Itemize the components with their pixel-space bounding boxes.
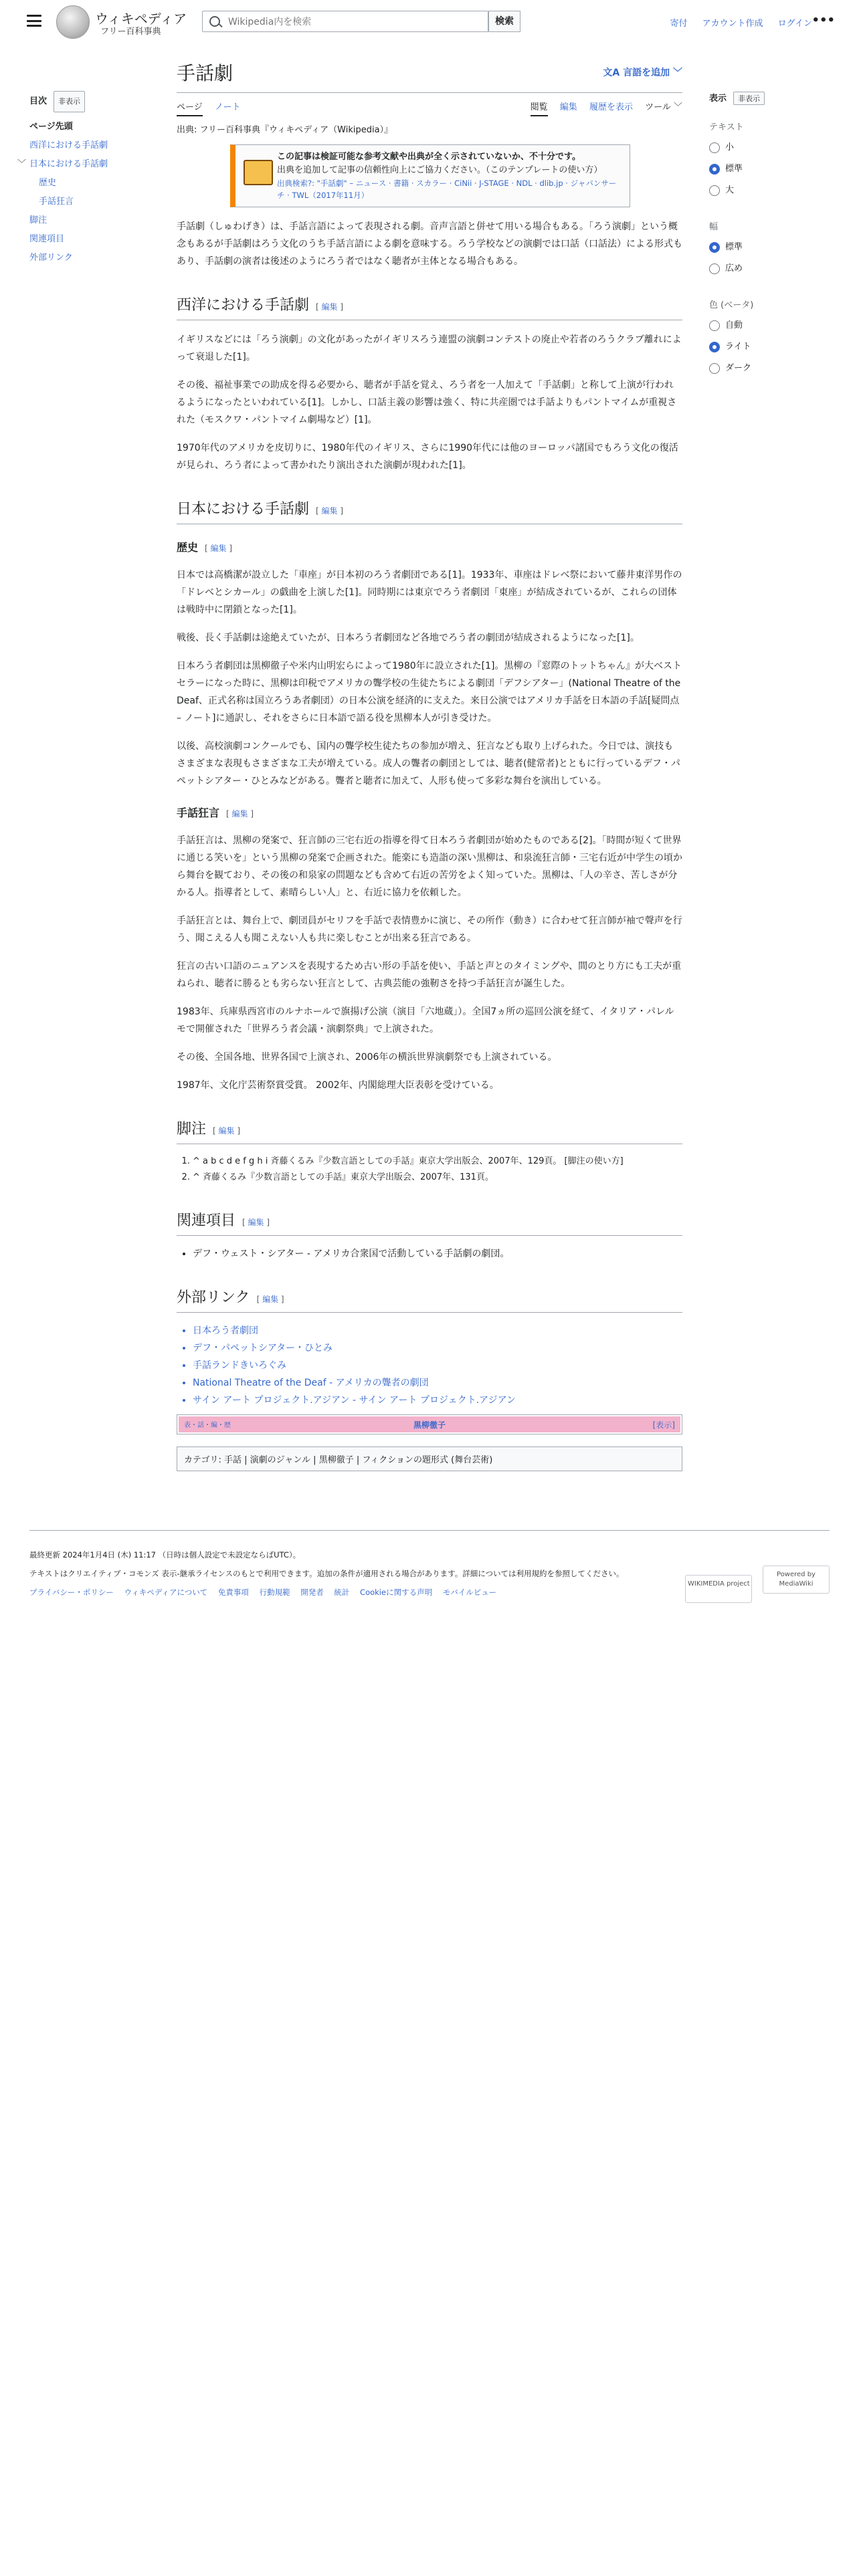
footer-link[interactable]: 行動規範: [259, 1588, 290, 1597]
footer-link[interactable]: Cookieに関する声明: [360, 1588, 433, 1597]
mediawiki-badge[interactable]: Powered by MediaWiki: [763, 1566, 830, 1594]
color-label: 色 (ベータ): [709, 300, 754, 310]
notice-line: この記事は検証可能な参考文献や出典が全く示されていないか、不十分です。: [277, 152, 581, 162]
toc-heading: 目次 非表示: [29, 91, 163, 112]
edit-section-link[interactable]: [ 編集 ]: [205, 544, 233, 553]
edit-section-link[interactable]: [ 編集 ]: [213, 1126, 241, 1136]
notice-line: 出典を追加して記事の信頼性向上にご協力ください。（このテンプレートの使い方）: [277, 165, 603, 175]
toc-item[interactable]: 関連項目: [29, 234, 65, 244]
search-input[interactable]: [227, 14, 484, 30]
toc-item[interactable]: 西洋における手話劇: [29, 140, 108, 150]
tab-edit[interactable]: 編集: [559, 102, 577, 112]
text-size-small-radio[interactable]: 小: [709, 142, 830, 154]
toc-item[interactable]: 脚注: [29, 215, 47, 225]
edit-section-link[interactable]: [ 編集 ]: [226, 809, 254, 819]
search-box: [202, 11, 488, 32]
site-header: [0, 0, 859, 44]
text-size-label: テキスト: [709, 122, 744, 132]
page-title: 手話劇: [177, 62, 233, 84]
donate-link[interactable]: 寄付: [670, 19, 688, 29]
toc-item[interactable]: ﹀ 日本における手話劇: [29, 155, 163, 174]
section-heading: 西洋における手話劇 [ 編集 ]: [177, 296, 682, 320]
edit-section-link[interactable]: [ 編集 ]: [242, 1218, 270, 1227]
book-icon: [244, 160, 273, 185]
paragraph: 手話狂言は、黒柳の発案で、狂言師の三宅右近の指導を得て日本ろう者劇団が始めたものである[2]。「時間が短くて世界に通じる笑いを」という黒柳の発案で企画された。能楽にも造詣の深い黒柳は、和泉流狂言師・三宅右近が中学生の頃から舞台を観ており、その後の和泉家の問題なども含めて右近の苦労をよく知っていた。黒柳は、「人の辛さ、苦しさが分かる人。指導者として、素晴らしい人」と、右近に協力を依頼した。: [177, 835, 682, 898]
section-heading: 外部リンク [ 編集 ]: [177, 1288, 682, 1313]
intro-paragraph: 手話劇（しゅわげき）は、手話言語によって表現される劇。音声言語と併せて用いる場合もある。「ろう演劇」という概念もあるが手話劇はろう文化のうち手話言語による劇を意味する。ろう学校などの演劇では口話（口話法）による形式もあり、手話劇の演者は後述のようにろう者ではなく聴者が主体となる場合もある。: [177, 221, 682, 267]
footer-link[interactable]: ウィキペディアについて: [124, 1588, 208, 1597]
reference-list: [177, 1154, 682, 1186]
paragraph: 戦後、長く手話劇は途絶えていたが、日本ろう者劇団など各地でろう者の劇団が結成されるようになった[1]。: [177, 633, 640, 643]
appearance-hide-button[interactable]: 非表示: [733, 92, 765, 105]
edit-section-link[interactable]: [ 編集 ]: [316, 506, 344, 516]
text-size-standard-radio[interactable]: 標準: [709, 163, 830, 175]
tab-history[interactable]: 履歴を表示: [589, 102, 633, 112]
footer-link[interactable]: モバイルビュー: [442, 1588, 497, 1597]
personal-tools: [658, 16, 812, 29]
toc-item[interactable]: 歴史: [39, 178, 57, 188]
more-options-icon[interactable]: •••: [812, 13, 835, 27]
external-link[interactable]: • 手話ランドきいろぐみ: [193, 1357, 682, 1374]
reference-item: 2. ^ 斉藤くるみ『少数言語としての手話』東京大学出版会、2007年、131頁。: [193, 1170, 682, 1186]
related-list: [177, 1245, 682, 1263]
paragraph: イギリスなどには「ろう演劇」の文化があったがイギリスろう連盟の演劇コンテストの廃止や若者のろうクラブ離れによって衰退した[1]。: [177, 334, 682, 362]
external-link[interactable]: • サイン アート プロジェクト.アジアン - サイン アート プロジェクト.アジアン: [193, 1392, 682, 1409]
color-light-radio[interactable]: ライト: [709, 341, 830, 353]
paragraph: 以後、高校演劇コンクールでも、国内の聾学校生徒たちの参加が増え、狂言なども取り上げられた。今日では、演技もさまざまな表現もさまざまな工夫が増えている。成人の聾者の劇団としては、聴者(健常者)とともに行っているデフ・パペットシアター・ひとみなどがある。聾者と聴者に加えて、人形も使って多彩な舞台を演出している。: [177, 741, 680, 786]
width-standard-radio[interactable]: 標準: [709, 241, 830, 253]
width-label: 幅: [709, 222, 719, 232]
site-subtitle: フリー百科事典: [100, 27, 161, 37]
create-account-link[interactable]: アカウント作成: [702, 19, 763, 29]
subsection-heading: 歴史 [ 編集 ]: [177, 541, 233, 554]
login-link[interactable]: ログイン: [777, 19, 812, 29]
paragraph: 日本では高橋潔が設立した「車座」が日本初のろう者劇団である[1]。1933年、車座はドレベ祭において藤井東洋男作の「ドレベとシカール」の戯曲を上演した[1]。同時期には東京でろう者劇団「東座」が結成されているが、これらの団体は戦時中に閉鎖となった[1]。: [177, 570, 682, 615]
subsection-heading: 手話狂言 [ 編集 ]: [177, 807, 254, 819]
appearance-heading: 表示 非表示: [709, 91, 830, 105]
page-footer: [29, 1530, 830, 1602]
page-source-line: 出典: フリー百科事典『ウィキペディア（Wikipedia）』: [177, 125, 393, 135]
external-links-list: [177, 1322, 682, 1409]
wikimedia-badge[interactable]: WIKIMEDIA project: [685, 1575, 752, 1603]
edit-section-link[interactable]: [ 編集 ]: [316, 302, 344, 312]
chevron-down-icon[interactable]: ﹀: [17, 159, 27, 169]
toc-hide-button[interactable]: 非表示: [54, 91, 85, 112]
color-dark-radio[interactable]: ダーク: [709, 362, 830, 374]
chevron-down-icon: ﹀: [673, 68, 682, 78]
list-item[interactable]: • デフ・ウェスト・シアター - アメリカ合衆国で活動している手話劇の劇団。: [193, 1245, 682, 1263]
main-menu-icon[interactable]: [27, 15, 41, 27]
navbox-header: [179, 1416, 680, 1432]
appearance-panel: [709, 91, 830, 374]
footer-link[interactable]: 免責事項: [217, 1588, 249, 1597]
article: [177, 62, 682, 1471]
search-button[interactable]: 検索: [488, 11, 520, 32]
section-heading: 脚注 [ 編集 ]: [177, 1119, 682, 1144]
paragraph: 日本ろう者劇団は黒柳徹子や米内山明宏らによって1980年に設立された[1]。黒柳の『窓際のトットちゃん』が大ベストセラーになった時に、黒柳は印税でアメリカの聾学校の生徒たちによる劇団「デフシアター」(National Theatre of the Deaf、正式名称は国立ろうあ者劇団）の日本公演を経済的に支えた。来日公演ではアメリカ手話を日本語の手話[疑問点 – ノート]に通訳し、それをさらに日本語で語る役を黒柳本人が引き受けた。: [177, 661, 682, 724]
tab-tools[interactable]: ツール ﹀: [645, 102, 682, 112]
add-language-button[interactable]: 文A 言語を追加 ﹀: [603, 68, 682, 78]
section-heading: 関連項目 [ 編集 ]: [177, 1211, 682, 1236]
navbox: [177, 1414, 682, 1434]
color-auto-radio[interactable]: 自動: [709, 320, 830, 332]
source-search-links[interactable]: 出典検索?: "手話劇" – ニュース · 書籍 · スカラー · CiNii · J-STAGE · NDL · dlib.jp · ジャパンサーチ · TWL（2017年11月）: [277, 179, 617, 200]
footer-badges: [677, 1566, 830, 1603]
maintenance-notice: [230, 144, 630, 207]
site-title[interactable]: ウィキペディア: [95, 11, 187, 27]
tab-page[interactable]: ページ: [177, 102, 203, 116]
footer-link[interactable]: 開発者: [300, 1588, 324, 1597]
tab-talk[interactable]: ノート: [214, 102, 241, 112]
external-link[interactable]: • デフ・パペットシアター・ひとみ: [193, 1339, 682, 1357]
navbox-show-button[interactable]: [表示]: [652, 1420, 675, 1430]
reference-item: 1. ^ a b c d e f g h i 斉藤くるみ『少数言語としての手話』東京大学出版会、2007年、129頁。 [脚注の使い方]: [193, 1154, 682, 1170]
external-link[interactable]: • National Theatre of the Deaf - アメリカの聾者の劇団: [193, 1374, 682, 1392]
translate-icon: 文A: [603, 68, 624, 78]
footer-link[interactable]: 統計: [334, 1588, 350, 1597]
license-text: テキストはクリエイティブ・コモンズ 表示-継承ライセンスのもとで利用できます。追加の条件が適用される場合があります。詳細については利用規約を参照してください。: [29, 1569, 624, 1578]
width-wide-radio[interactable]: 広め: [709, 263, 830, 275]
navbox-vte-links[interactable]: 表・話・編・歴: [184, 1422, 231, 1429]
navbox-title[interactable]: 黒柳徹子: [413, 1420, 446, 1430]
wikipedia-globe-logo[interactable]: [56, 5, 90, 39]
tab-read[interactable]: 閲覧: [531, 102, 548, 116]
search-icon: [209, 16, 220, 27]
page-tabs: [177, 92, 682, 113]
external-link[interactable]: • 日本ろう者劇団: [193, 1322, 682, 1339]
paragraph: その後、福祉事業での助成を得る必要から、聴者が手話を覚え、ろう者を一人加えて「手話劇」と称して上演が行われるようになったといわれている[1]。しかし、口話主義の影響は強く、特に共産圏では手話よりもパントマイムが重視された（モスクワ・パントマイム劇場など）[1]。: [177, 380, 677, 425]
toc-item[interactable]: 外部リンク: [29, 253, 73, 263]
text-size-large-radio[interactable]: 大: [709, 185, 830, 197]
edit-section-link[interactable]: [ 編集 ]: [256, 1295, 284, 1304]
last-updated: 最終更新 2024年1月4日 (木) 11:17 （日時は個人設定で未設定ならばUTC）。: [29, 1550, 301, 1560]
paragraph: 1970年代のアメリカを皮切りに、1980年代のイギリス、さらに1990年代には他のヨーロッパ諸国でもろう文化の復活が見られ、ろう者によって書かれたり演出された演劇が現われた[1]。: [177, 443, 678, 471]
table-of-contents: [17, 91, 163, 267]
paragraph: 1987年、文化庁芸術祭賞受賞。 2002年、内閣総理大臣表彰を受けている。: [177, 1080, 499, 1091]
section-heading: 日本における手話劇 [ 編集 ]: [177, 500, 682, 524]
paragraph: 手話狂言とは、舞台上で、劇団員がセリフを手話で表情豊かに演じ、その所作（動き）に合わせて狂言師が袖で聲声を行う、聞こえる人も聞こえない人も共に楽しむことが出来る狂言である。: [177, 916, 682, 944]
category-links[interactable]: カテゴリ: 手話 | 演劇のジャンル | 黒柳徹子 | フィクションの題形式 (舞台芸術): [177, 1446, 682, 1471]
paragraph: 1983年、兵庫県西宮市のルナホールで旗揚げ公演（演目「六地蔵」）。全国7ヵ所の巡回公演を経て、イタリア・パレルモで開催された「世界ろう者会議・演劇祭典」で上演された。: [177, 1006, 674, 1035]
paragraph: 狂言の古い口語のニュアンスを表現するため古い形の手話を使い、手話と声とのタイミングや、間のとり方にも工夫が重ねられ、聴者に勝るとも劣らない狂言として、古典芸能の強靭さを持つ手話狂言が誕生した。: [177, 961, 682, 989]
toc-item[interactable]: ページ先頭: [29, 122, 73, 132]
paragraph: その後、全国各地、世界各国で上演され、2006年の横浜世界演劇祭でも上演されている。: [177, 1052, 557, 1063]
footer-link[interactable]: プライバシー・ポリシー: [29, 1588, 114, 1597]
toc-item[interactable]: 手話狂言: [39, 197, 74, 207]
